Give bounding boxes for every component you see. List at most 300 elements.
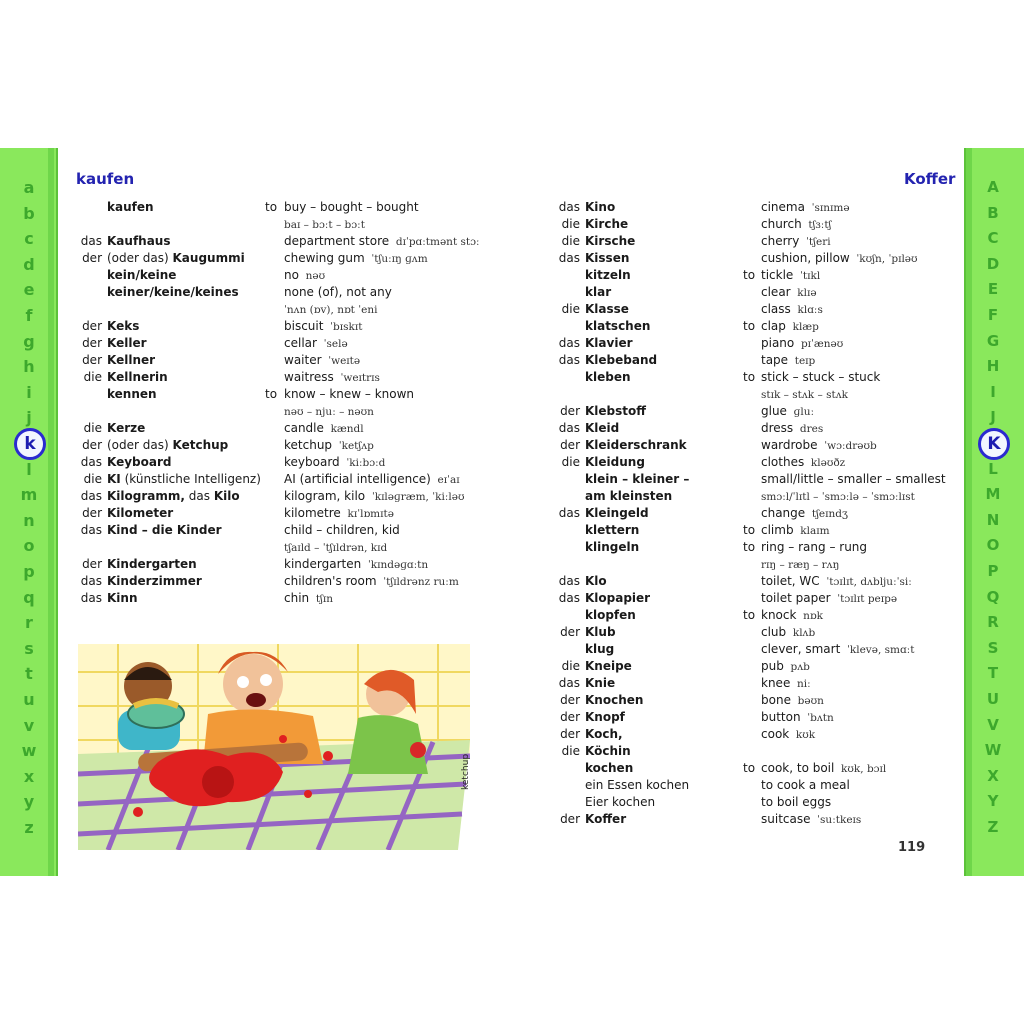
illustration-caption: ketchup xyxy=(461,753,471,790)
entry-headword xyxy=(107,420,145,437)
entry-translation xyxy=(761,726,815,744)
entry-word: Kilometer xyxy=(107,506,174,520)
alphabet-letter-L[interactable]: L xyxy=(988,459,998,478)
entry-article: das xyxy=(558,574,580,588)
entry-word: Klebstoff xyxy=(585,404,646,418)
entry-headword xyxy=(585,590,650,607)
entry-word: Kilo xyxy=(213,489,240,503)
translation-text: knock xyxy=(761,608,797,622)
alphabet-letter-M[interactable]: M xyxy=(985,485,1001,504)
pronunciation: ˈbɪskɪt xyxy=(323,321,363,333)
entry-word: Koffer xyxy=(585,812,627,826)
entry-word: Knochen xyxy=(585,693,644,707)
running-head-left: kaufen xyxy=(76,170,135,188)
entry-headword xyxy=(107,590,138,607)
pronunciation: ˈtɔɪlɪt peɪpə xyxy=(830,593,898,605)
entry-article: die xyxy=(561,744,580,758)
entry-word: Keller xyxy=(107,336,147,350)
entry-headword xyxy=(585,488,672,505)
entry-headword xyxy=(585,318,650,335)
entry-headword xyxy=(585,335,633,352)
translation-text: dress xyxy=(761,421,794,435)
entry-translation xyxy=(761,488,915,506)
alphabet-letter-G[interactable]: G xyxy=(986,331,1000,350)
entry-translation xyxy=(284,352,360,370)
entry-translation xyxy=(761,403,814,421)
entry-word: Kirche xyxy=(585,217,629,231)
translation-text: knee xyxy=(761,676,791,690)
translation-text: clever, smart xyxy=(761,642,841,656)
translation-text: know – knew – known xyxy=(284,387,415,401)
alphabet-letter-f[interactable]: f xyxy=(25,306,33,325)
pronunciation: klaɪm xyxy=(793,525,830,537)
alphabet-letter-R[interactable]: R xyxy=(987,613,999,632)
translation-text: children's room xyxy=(284,574,377,588)
pronunciation: kʊk, bɔɪl xyxy=(834,763,887,775)
pronunciation: kʊk xyxy=(789,729,816,741)
entry-headword xyxy=(107,250,245,267)
entry-headword xyxy=(107,386,157,403)
entry-article: das xyxy=(558,251,580,265)
pronunciation: stɪk – stʌk – stʌk xyxy=(761,389,848,401)
pronunciation: nəʊ xyxy=(298,270,326,282)
entry-word: Klub xyxy=(585,625,616,639)
entry-headword xyxy=(107,233,171,250)
entry-word: Kino xyxy=(585,200,616,214)
alphabet-letter-Q[interactable]: Q xyxy=(986,587,1000,606)
translation-text: AI (artificial intelligence) xyxy=(284,472,431,486)
entry-headword xyxy=(585,352,657,369)
entry-word: Klasse xyxy=(585,302,629,316)
alphabet-letter-E[interactable]: E xyxy=(987,280,999,299)
alphabet-letter-W[interactable]: W xyxy=(984,741,1002,760)
alphabet-letter-z[interactable]: z xyxy=(24,818,34,837)
entry-article: das xyxy=(80,523,102,537)
alphabet-letter-D[interactable]: D xyxy=(986,254,1000,273)
translation-text: class xyxy=(761,302,791,316)
translation-text: chewing gum xyxy=(284,251,365,265)
entry-translation xyxy=(284,488,464,506)
alphabet-letter-p[interactable]: p xyxy=(23,562,35,581)
translation-text: glue xyxy=(761,404,787,418)
translation-text: candle xyxy=(284,421,324,435)
entry-headword xyxy=(585,709,625,726)
translation-text: biscuit xyxy=(284,319,324,333)
translation-text: change xyxy=(761,506,806,520)
translation-text: toilet, WC xyxy=(761,574,820,588)
entry-headword xyxy=(585,675,615,692)
entry-word: kein/keine xyxy=(107,268,177,282)
ketchup-illustration xyxy=(78,644,470,850)
entry-headword xyxy=(585,811,626,828)
translation-text: keyboard xyxy=(284,455,340,469)
entry-translation xyxy=(761,352,815,370)
alphabet-letter-l[interactable]: l xyxy=(26,459,32,479)
entry-word: Klo xyxy=(585,574,607,588)
entry-headword xyxy=(107,352,155,369)
entry-translation xyxy=(761,760,886,778)
alphabet-letter-S[interactable]: S xyxy=(987,638,999,657)
entry-translation xyxy=(284,556,428,574)
alphabet-letter-u[interactable]: u xyxy=(23,690,35,709)
alphabet-letter-K[interactable]: K xyxy=(978,428,1010,460)
entry-article: der xyxy=(82,353,102,367)
alphabet-letter-I[interactable]: I xyxy=(990,382,996,401)
entry-word: Kleid xyxy=(585,421,620,435)
entry-headword xyxy=(107,267,176,284)
entry-translation xyxy=(284,216,365,234)
entry-to-marker: to xyxy=(743,761,756,775)
alphabet-letter-v[interactable]: v xyxy=(23,715,35,735)
entry-word: kennen xyxy=(107,387,157,401)
translation-text: church xyxy=(761,217,802,231)
alphabet-letter-O[interactable]: O xyxy=(986,536,1000,555)
alphabet-letter-Y[interactable]: Y xyxy=(987,792,999,811)
entry-to-marker: to xyxy=(743,319,756,333)
entry-translation xyxy=(284,318,362,336)
translation-text: cinema xyxy=(761,200,805,214)
alphabet-letter-r[interactable]: r xyxy=(25,613,33,633)
entry-translation xyxy=(761,199,850,217)
entry-article: der xyxy=(82,336,102,350)
entry-word: Kleingeld xyxy=(585,506,649,520)
translation-text: climb xyxy=(761,523,794,537)
entry-headword xyxy=(585,573,607,590)
entry-translation xyxy=(761,369,880,386)
pronunciation: niː xyxy=(790,678,811,690)
alphabet-letter-B[interactable]: B xyxy=(987,203,999,222)
entry-word: Klavier xyxy=(585,336,633,350)
alphabet-letter-F[interactable]: F xyxy=(987,306,999,324)
entry-translation xyxy=(284,590,333,608)
entry-word: Kleidung xyxy=(585,455,645,469)
entry-to-marker: to xyxy=(265,200,278,214)
entry-translation xyxy=(761,811,861,829)
entry-article: der xyxy=(560,693,580,707)
entry-headword xyxy=(107,199,154,216)
entry-to-marker: to xyxy=(743,540,756,554)
pronunciation: pɪˈænəʊ xyxy=(794,338,844,350)
entry-headword xyxy=(585,692,643,709)
alphabet-letter-n[interactable]: n xyxy=(23,510,35,530)
pronunciation: ˈwɔːdrəʊb xyxy=(817,440,877,452)
translation-text: ring – rang – rung xyxy=(761,540,868,554)
translation-text: kilometre xyxy=(284,506,341,520)
entry-word: klatschen xyxy=(585,319,651,333)
entry-word: Koch, xyxy=(585,727,623,741)
alphabet-letter-y[interactable]: y xyxy=(23,792,35,812)
entry-article: das xyxy=(558,336,580,350)
entry-word: kitzeln xyxy=(585,268,631,282)
entry-headword xyxy=(585,301,629,318)
entry-article: der xyxy=(560,812,580,826)
entry-headword xyxy=(585,233,635,250)
pronunciation: tʃeɪndʒ xyxy=(805,508,848,520)
entry-translation xyxy=(284,437,374,455)
entry-article: das xyxy=(558,353,580,367)
translation-text: clothes xyxy=(761,455,805,469)
entry-word: klettern xyxy=(585,523,640,537)
entry-translation xyxy=(761,675,811,693)
entry-translation xyxy=(761,522,830,540)
entry-word: Eier kochen xyxy=(585,795,656,809)
entry-headword xyxy=(107,471,261,488)
entry-article: das xyxy=(80,489,102,503)
alphabet-letter-o[interactable]: o xyxy=(23,536,35,556)
entry-translation xyxy=(761,505,848,523)
translation-text: chin xyxy=(284,591,310,605)
entry-translation xyxy=(761,386,848,404)
pronunciation: tʃaɪld – ˈtʃɪldrən, kɪd xyxy=(284,542,388,554)
pronunciation: ɡluː xyxy=(786,406,815,418)
entry-word: klopfen xyxy=(585,608,636,622)
entry-headword xyxy=(585,624,616,641)
pronunciation: nəʊ – njuː – nəʊn xyxy=(284,406,374,418)
entry-headword xyxy=(585,471,689,488)
translation-text: cushion, pillow xyxy=(761,251,850,265)
alphabet-letter-m[interactable]: m xyxy=(20,485,38,505)
entry-word: am kleinsten xyxy=(585,489,673,503)
pronunciation: ˈkʊʃn, ˈpɪləʊ xyxy=(849,253,918,265)
alphabet-letter-X[interactable]: X xyxy=(987,766,999,785)
entry-headword xyxy=(107,454,172,471)
translation-text: kilogram, kilo xyxy=(284,489,366,503)
entry-to-marker: to xyxy=(743,268,756,282)
entry-word: klein – kleiner – xyxy=(585,472,690,486)
alphabet-letter-s[interactable]: s xyxy=(24,638,34,658)
alphabet-letter-i[interactable]: i xyxy=(26,382,32,402)
entry-word: Kilogramm, xyxy=(107,489,185,503)
alphabet-letter-b[interactable]: b xyxy=(23,203,35,223)
entry-translation xyxy=(761,437,877,455)
translation-text: child – children, kid xyxy=(284,523,400,537)
pronunciation: ˈbʌtn xyxy=(800,712,834,724)
pronunciation: ˈtʃuːɪŋ ɡʌm xyxy=(364,253,428,265)
entry-article: das xyxy=(558,676,580,690)
alphabet-letter-d[interactable]: d xyxy=(23,254,35,274)
entry-translation xyxy=(761,318,819,336)
entry-translation xyxy=(284,199,419,216)
entry-note: (künstliche Intelligenz) xyxy=(120,472,261,486)
alphabet-letter-c[interactable]: c xyxy=(24,229,34,249)
entry-article: der xyxy=(82,438,102,452)
alphabet-letter-P[interactable]: P xyxy=(987,562,999,580)
entry-headword xyxy=(585,522,639,539)
alphabet-letter-Z[interactable]: Z xyxy=(987,818,999,836)
translation-text: bone xyxy=(761,693,791,707)
entry-translation xyxy=(284,454,385,472)
entry-translation xyxy=(761,641,914,659)
entry-note: (oder das) xyxy=(107,438,173,452)
alphabet-letter-x[interactable]: x xyxy=(23,766,35,786)
entry-to-marker: to xyxy=(743,370,756,384)
pronunciation: klæp xyxy=(785,321,819,333)
entry-article: das xyxy=(80,591,102,605)
entry-translation xyxy=(761,301,823,319)
entry-translation xyxy=(284,233,480,251)
pronunciation: kləʊðz xyxy=(804,457,846,469)
entry-article: die xyxy=(561,217,580,231)
entry-headword xyxy=(585,641,614,658)
alphabet-letter-V[interactable]: V xyxy=(987,715,999,734)
entry-translation xyxy=(761,454,845,472)
alphabet-letter-J[interactable]: J xyxy=(990,408,996,427)
entry-article: das xyxy=(558,591,580,605)
alphabet-tab-left xyxy=(0,148,58,876)
entry-translation xyxy=(761,658,810,676)
pronunciation: ˈtɪkl xyxy=(793,270,821,282)
entry-article: der xyxy=(560,625,580,639)
entry-word: Kaugummi xyxy=(172,251,245,265)
pronunciation: bəʊn xyxy=(790,695,824,707)
entry-to-marker: to xyxy=(743,523,756,537)
entry-word: keiner/keine/keines xyxy=(107,285,239,299)
translation-text: toilet paper xyxy=(761,591,831,605)
pronunciation: dɪˈpɑːtmənt stɔː xyxy=(389,236,480,248)
alphabet-tab-right xyxy=(964,148,1024,876)
tab-edge xyxy=(966,148,972,876)
translation-text: tape xyxy=(761,353,789,367)
alphabet-letter-N[interactable]: N xyxy=(986,510,1000,529)
entry-article: der xyxy=(560,727,580,741)
entry-translation xyxy=(284,250,428,268)
running-head-right: Koffer xyxy=(904,170,956,188)
entry-headword xyxy=(585,794,655,811)
entry-article: das xyxy=(558,506,580,520)
translation-text: cook, to boil xyxy=(761,761,835,775)
entry-headword xyxy=(585,437,687,454)
entry-article: der xyxy=(560,710,580,724)
entry-word: Kerze xyxy=(107,421,146,435)
translation-text: to cook a meal xyxy=(761,778,850,792)
translation-text: club xyxy=(761,625,787,639)
entry-translation xyxy=(761,267,820,285)
entry-headword xyxy=(107,318,139,335)
entry-headword xyxy=(585,505,649,522)
entry-headword xyxy=(585,216,628,233)
translation-text: clap xyxy=(761,319,786,333)
entry-translation xyxy=(284,386,414,403)
pronunciation: kɪˈlɒmɪtə xyxy=(340,508,394,520)
translation-text: cellar xyxy=(284,336,317,350)
translation-text: clear xyxy=(761,285,791,299)
entry-word: Kleiderschrank xyxy=(585,438,687,452)
translation-text: button xyxy=(761,710,801,724)
alphabet-letter-h[interactable]: h xyxy=(23,357,35,377)
entry-article: das xyxy=(80,455,102,469)
pronunciation: ˈkɪləɡræm, ˈkiːləʊ xyxy=(365,491,465,503)
entry-to-marker: to xyxy=(265,387,278,401)
entry-word: Kneipe xyxy=(585,659,632,673)
entry-headword xyxy=(585,369,631,386)
entry-headword xyxy=(585,760,633,777)
entry-article: das xyxy=(558,200,580,214)
alphabet-letter-U[interactable]: U xyxy=(986,690,1000,708)
pronunciation: smɔːl/ˈlɪtl – ˈsmɔːlə – ˈsmɔːlɪst xyxy=(761,491,915,503)
entry-article: die xyxy=(83,421,102,435)
alphabet-letter-A[interactable]: A xyxy=(987,178,999,196)
alphabet-letter-j[interactable]: j xyxy=(26,408,32,428)
translation-text: small/little – smaller – smallest xyxy=(761,472,946,486)
entry-word: Kellnerin xyxy=(107,370,168,384)
entry-translation xyxy=(761,335,843,353)
entry-translation xyxy=(761,709,834,727)
entry-translation xyxy=(284,420,364,438)
entry-word: Kinn xyxy=(107,591,138,605)
entry-translation xyxy=(284,522,400,539)
alphabet-letter-e[interactable]: e xyxy=(23,280,35,300)
alphabet-letter-w[interactable]: w xyxy=(21,741,37,761)
pronunciation: ˈkɪndəɡɑːtn xyxy=(361,559,429,571)
alphabet-letter-C[interactable]: C xyxy=(987,229,999,248)
entry-word: kochen xyxy=(585,761,634,775)
entry-translation xyxy=(284,284,392,301)
translation-text: piano xyxy=(761,336,795,350)
entry-translation xyxy=(761,233,831,251)
entry-word: Kinderzimmer xyxy=(107,574,202,588)
entry-headword xyxy=(585,284,611,301)
entry-article: das xyxy=(80,574,102,588)
alphabet-letter-k[interactable]: k xyxy=(14,428,46,460)
entry-headword xyxy=(585,420,619,437)
alphabet-letter-t[interactable]: t xyxy=(25,664,33,684)
entry-headword xyxy=(107,437,228,454)
entry-headword xyxy=(585,539,639,556)
pronunciation: nɒk xyxy=(796,610,823,622)
pronunciation: tʃɪn xyxy=(309,593,334,605)
translation-text: tickle xyxy=(761,268,794,282)
entry-word: Kindergarten xyxy=(107,557,197,571)
alphabet-letter-q[interactable]: q xyxy=(23,587,35,607)
entry-word: Knopf xyxy=(585,710,625,724)
alphabet-letter-a[interactable]: a xyxy=(23,178,35,197)
entry-article: der xyxy=(82,319,102,333)
entry-translation xyxy=(761,777,850,794)
pronunciation: ˈsuːtkeɪs xyxy=(810,814,862,826)
translation-text: stick – stuck – stuck xyxy=(761,370,881,384)
entry-translation xyxy=(284,573,459,591)
translation-text: ketchup xyxy=(284,438,333,452)
pronunciation: kændl xyxy=(323,423,364,435)
entry-article: die xyxy=(83,472,102,486)
entry-word: kleben xyxy=(585,370,631,384)
entry-headword xyxy=(585,403,646,420)
alphabet-letter-g[interactable]: g xyxy=(23,331,35,351)
entry-headword xyxy=(585,658,632,675)
alphabet-letter-H[interactable]: H xyxy=(986,357,1000,376)
entry-article: die xyxy=(83,370,102,384)
entry-translation xyxy=(284,505,394,523)
pronunciation: baɪ – bɔːt – bɔːt xyxy=(284,219,365,231)
translation-text: cherry xyxy=(761,234,800,248)
entry-article: der xyxy=(82,251,102,265)
pronunciation: klɑːs xyxy=(790,304,823,316)
entry-word: Kirsche xyxy=(585,234,636,248)
pronunciation: ˈweɪtə xyxy=(321,355,361,367)
pronunciation: pʌb xyxy=(783,661,810,673)
pronunciation: klʌb xyxy=(786,627,816,639)
pronunciation: ˈtʃeri xyxy=(799,236,831,248)
pronunciation: ˈtɔɪlɪt, dʌbljuːˈsiː xyxy=(819,576,912,588)
entry-word: Ketchup xyxy=(172,438,229,452)
pronunciation: ˈketʃʌp xyxy=(332,440,374,452)
entry-headword xyxy=(107,284,239,301)
entry-article: die xyxy=(561,234,580,248)
entry-word: klug xyxy=(585,642,615,656)
alphabet-letter-T[interactable]: T xyxy=(987,664,999,683)
entry-word: Keks xyxy=(107,319,140,333)
entry-word: Knie xyxy=(585,676,616,690)
